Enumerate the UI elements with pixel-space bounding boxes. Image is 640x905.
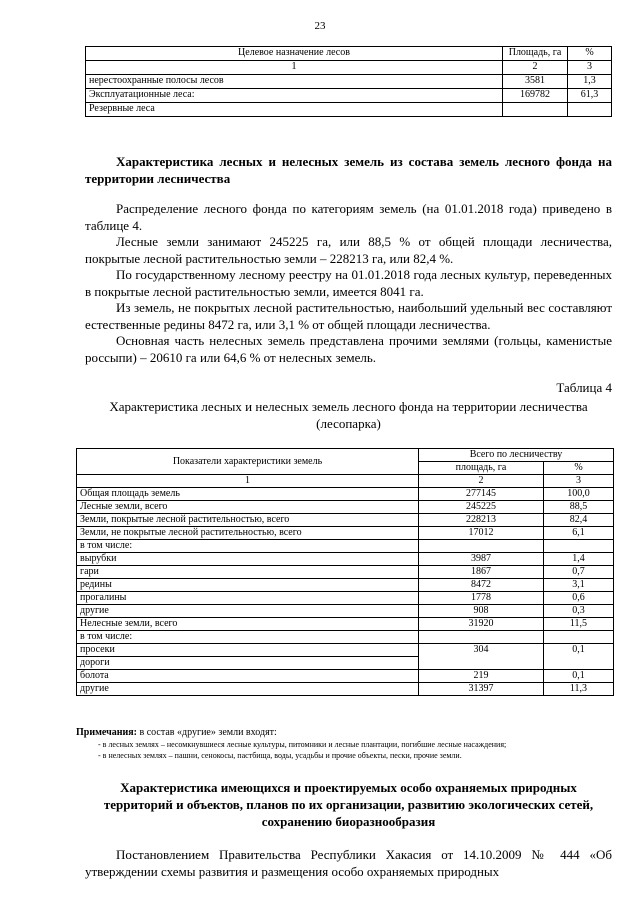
- header-area: площадь, га: [419, 462, 544, 475]
- row-percent: 1,4: [544, 553, 614, 566]
- row-label: в том числе:: [77, 631, 419, 644]
- table-row: [77, 514, 614, 527]
- row-label: в том числе:: [77, 540, 419, 553]
- row-label: другие: [77, 683, 419, 696]
- notes-title: Примечания:: [76, 727, 138, 738]
- row-label: прогалины: [77, 592, 419, 605]
- row-label: дороги: [77, 657, 419, 670]
- row-label: гари: [77, 566, 419, 579]
- note-item: - в нелесных землях – пашни, сенокосы, пастбища, воды, усадьбы и прочие объекты, пески, прочие земли.: [98, 751, 462, 760]
- header-purpose: Целевое назначение лесов: [86, 47, 503, 61]
- row-percent: 88,5: [544, 501, 614, 514]
- row-label: вырубки: [77, 553, 419, 566]
- table-header-row: [77, 449, 614, 462]
- row-percent: 6,1: [544, 527, 614, 540]
- row-percent: 1,3: [568, 75, 612, 89]
- row-area: 17012: [419, 527, 544, 540]
- table-row: [86, 75, 612, 89]
- purpose-table: [85, 46, 612, 117]
- row-area: 1778: [419, 592, 544, 605]
- row-percent: 61,3: [568, 89, 612, 103]
- table-notes: [76, 727, 506, 761]
- row-percent: 100,0: [544, 488, 614, 501]
- table-row: [77, 683, 614, 696]
- header-indicators: Показатели характеристики земель: [77, 449, 419, 475]
- row-label: просеки: [77, 644, 419, 657]
- index-cell: 1: [77, 475, 419, 488]
- table-row: [77, 631, 614, 644]
- paragraph: Постановлением Правительства Республики Хакасия от 14.10.2009 № 444 «Об утверждении схемы развития и размещения особо охраняемых природных: [85, 847, 612, 879]
- table-label: Таблица 4: [556, 380, 612, 395]
- row-area: 245225: [419, 501, 544, 514]
- row-area: [503, 103, 568, 117]
- row-percent: [544, 540, 614, 553]
- table-row: [77, 488, 614, 501]
- row-area: 1867: [419, 566, 544, 579]
- row-area: 219: [419, 670, 544, 683]
- header-area: Площадь, га: [503, 47, 568, 61]
- table-row: [86, 89, 612, 103]
- table-row: [77, 501, 614, 514]
- table-index-row: [77, 475, 614, 488]
- row-percent: 3,1: [544, 579, 614, 592]
- table-caption: Характеристика лесных и нелесных земель лесного фонда на территории лесничества (лесопарка): [109, 399, 588, 431]
- row-percent: 11,3: [544, 683, 614, 696]
- paragraph: Лесные земли занимают 245225 га, или 88,5 % от общей площади лесничества, покрытые лесной растительностью земли – 228213 га, или 82,4 %.: [85, 234, 612, 266]
- index-cell: 2: [419, 475, 544, 488]
- row-percent: 0,3: [544, 605, 614, 618]
- row-percent: [544, 631, 614, 644]
- table-row: [77, 670, 614, 683]
- table-row: [77, 618, 614, 631]
- row-area: 908: [419, 605, 544, 618]
- row-label: Резервные леса: [86, 103, 503, 117]
- page-number: 23: [314, 20, 326, 32]
- section-heading-protected-areas: Характеристика имеющихся и проектируемых особо охраняемых природных территорий и объектов, планов по их организации, развитию экологических сетей, сохранению биоразнообразия: [103, 780, 594, 829]
- row-area: 304: [419, 644, 544, 670]
- row-area: 3581: [503, 75, 568, 89]
- header-total: Всего по лесничеству: [419, 449, 614, 462]
- row-percent: 82,4: [544, 514, 614, 527]
- section-heading-lands: Характеристика лесных и нелесных земель из состава земель лесного фонда на территории лесничества: [85, 154, 612, 186]
- table-row: [77, 553, 614, 566]
- paragraph: По государственному лесному реестру на 01.01.2018 года лесных культур, переведенных в покрытые лесной растительностью земли, имеется 8041 га.: [85, 267, 612, 299]
- row-area: 3987: [419, 553, 544, 566]
- row-label: Земли, не покрытые лесной растительностью, всего: [77, 527, 419, 540]
- row-label: Общая площадь земель: [77, 488, 419, 501]
- row-area: 31920: [419, 618, 544, 631]
- row-label: редины: [77, 579, 419, 592]
- index-cell: 2: [503, 61, 568, 75]
- table-row: [77, 605, 614, 618]
- row-area: 31397: [419, 683, 544, 696]
- paragraph: Основная часть нелесных земель представлена прочими землями (гольцы, каменистые россыпи) – 20610 га или 64,6 % от нелесных земель.: [85, 333, 612, 365]
- header-percent: %: [568, 47, 612, 61]
- row-label: нерестоохранные полосы лесов: [86, 75, 503, 89]
- row-label: Земли, покрытые лесной растительностью, всего: [77, 514, 419, 527]
- row-percent: 0,6: [544, 592, 614, 605]
- row-area: [419, 540, 544, 553]
- row-area: 169782: [503, 89, 568, 103]
- row-label: Эксплуатационные леса:: [86, 89, 503, 103]
- row-label: Нелесные земли, всего: [77, 618, 419, 631]
- row-area: 228213: [419, 514, 544, 527]
- table-row: [77, 566, 614, 579]
- notes-intro: в состав «другие» земли входят:: [137, 727, 277, 738]
- table-row: [77, 540, 614, 553]
- lands-table: [76, 448, 614, 696]
- note-item: - в лесных землях – несомкнувшиеся лесные культуры, питомники и лесные плантации, погибшие лесные насаждения;: [98, 740, 507, 749]
- row-percent: 0,7: [544, 566, 614, 579]
- row-area: 8472: [419, 579, 544, 592]
- index-cell: 3: [568, 61, 612, 75]
- row-label: Лесные земли, всего: [77, 501, 419, 514]
- header-percent: %: [544, 462, 614, 475]
- index-cell: 1: [86, 61, 503, 75]
- table-row: [77, 579, 614, 592]
- table-row: [86, 103, 612, 117]
- table-row: [77, 644, 614, 657]
- paragraph: Из земель, не покрытых лесной растительностью, наибольший удельный вес составляют естественные редины 8472 га, или 3,1 % от общей площади лесничества.: [85, 300, 612, 332]
- row-percent: 0,1: [544, 670, 614, 683]
- index-cell: 3: [544, 475, 614, 488]
- table-row: [77, 592, 614, 605]
- table-row: [77, 527, 614, 540]
- row-percent: 11,5: [544, 618, 614, 631]
- row-percent: 0,1: [544, 644, 614, 670]
- row-label: болота: [77, 670, 419, 683]
- row-label: другие: [77, 605, 419, 618]
- row-percent: [568, 103, 612, 117]
- table-index-row: [86, 61, 612, 75]
- table-header-row: [86, 47, 612, 61]
- paragraph: Распределение лесного фонда по категориям земель (на 01.01.2018 года) приведено в таблице 4.: [85, 201, 612, 233]
- row-area: [419, 631, 544, 644]
- row-area: 277145: [419, 488, 544, 501]
